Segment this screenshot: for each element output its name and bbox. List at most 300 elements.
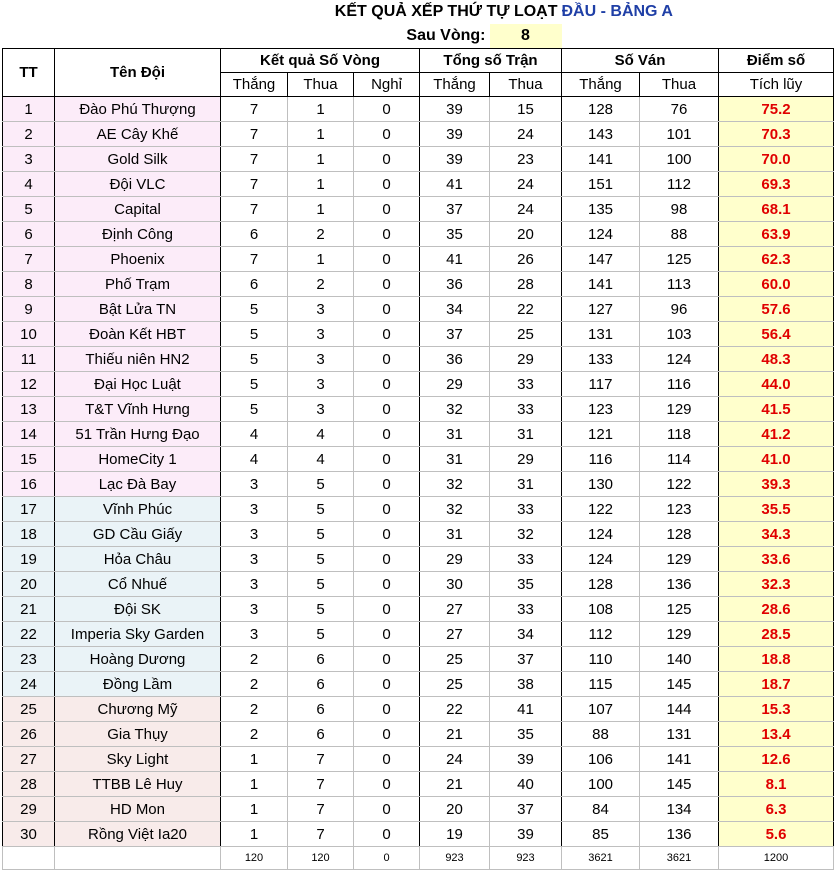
round-losses-cell: 6 — [288, 722, 354, 747]
points-cell: 33.6 — [719, 547, 834, 572]
round-wins-cell: 2 — [221, 647, 288, 672]
round-losses-cell: 5 — [288, 472, 354, 497]
round-rests-cell: 0 — [354, 397, 420, 422]
team-name-cell: Phố Trạm — [55, 272, 221, 297]
subheader-match-win: Thắng — [420, 73, 490, 97]
round-rests-cell: 0 — [354, 247, 420, 272]
points-cell: 28.5 — [719, 622, 834, 647]
round-rests-cell: 0 — [354, 572, 420, 597]
table-row — [3, 347, 834, 372]
rank-cell: 22 — [3, 622, 55, 647]
game-wins-cell: 131 — [562, 322, 640, 347]
game-losses-cell: 129 — [640, 622, 719, 647]
round-rests-cell: 0 — [354, 472, 420, 497]
match-losses-cell: 35 — [490, 722, 562, 747]
total-round-wins-cell: 120 — [221, 847, 288, 870]
round-losses-cell: 1 — [288, 172, 354, 197]
round-wins-cell: 5 — [221, 322, 288, 347]
match-wins-cell: 36 — [420, 347, 490, 372]
round-rests-cell: 0 — [354, 797, 420, 822]
game-losses-cell: 116 — [640, 372, 719, 397]
round-wins-cell: 4 — [221, 447, 288, 472]
table-row — [3, 797, 834, 822]
match-losses-cell: 34 — [490, 622, 562, 647]
table-row — [3, 822, 834, 847]
round-losses-cell: 7 — [288, 772, 354, 797]
team-name-cell: Bật Lửa TN — [55, 297, 221, 322]
game-losses-cell: 128 — [640, 522, 719, 547]
rank-cell: 27 — [3, 747, 55, 772]
points-cell: 32.3 — [719, 572, 834, 597]
match-wins-cell: 21 — [420, 772, 490, 797]
round-value: 8 — [490, 24, 562, 49]
points-cell: 41.5 — [719, 397, 834, 422]
game-losses-cell: 129 — [640, 397, 719, 422]
game-wins-cell: 112 — [562, 622, 640, 647]
match-wins-cell: 19 — [420, 822, 490, 847]
round-losses-cell: 5 — [288, 522, 354, 547]
match-wins-cell: 37 — [420, 197, 490, 222]
table-row — [3, 122, 834, 147]
game-wins-cell: 88 — [562, 722, 640, 747]
game-losses-cell: 136 — [640, 822, 719, 847]
round-losses-cell: 5 — [288, 597, 354, 622]
team-name-cell: GD Cầu Giấy — [55, 522, 221, 547]
game-losses-cell: 125 — [640, 247, 719, 272]
rank-cell: 8 — [3, 272, 55, 297]
game-wins-cell: 127 — [562, 297, 640, 322]
round-wins-cell: 3 — [221, 497, 288, 522]
game-losses-cell: 136 — [640, 572, 719, 597]
points-cell: 35.5 — [719, 497, 834, 522]
game-losses-cell: 131 — [640, 722, 719, 747]
table-row — [3, 522, 834, 547]
game-wins-cell: 133 — [562, 347, 640, 372]
round-losses-cell: 6 — [288, 647, 354, 672]
game-losses-cell: 88 — [640, 222, 719, 247]
game-wins-cell: 143 — [562, 122, 640, 147]
round-rests-cell: 0 — [354, 722, 420, 747]
game-losses-cell: 134 — [640, 797, 719, 822]
team-name-cell: Chương Mỹ — [55, 697, 221, 722]
team-name-cell: T&T Vĩnh Hưng — [55, 397, 221, 422]
team-name-cell: Capital — [55, 197, 221, 222]
match-wins-cell: 22 — [420, 697, 490, 722]
rank-cell: 30 — [3, 822, 55, 847]
round-rests-cell: 0 — [354, 597, 420, 622]
total-match-wins-cell: 923 — [420, 847, 490, 870]
game-wins-cell: 100 — [562, 772, 640, 797]
team-name-cell: Định Công — [55, 222, 221, 247]
points-cell: 60.0 — [719, 272, 834, 297]
rank-cell: 13 — [3, 397, 55, 422]
round-rests-cell: 0 — [354, 322, 420, 347]
table-row — [3, 722, 834, 747]
game-wins-cell: 124 — [562, 547, 640, 572]
round-losses-cell: 3 — [288, 397, 354, 422]
round-wins-cell: 7 — [221, 122, 288, 147]
match-wins-cell: 20 — [420, 797, 490, 822]
team-name-cell: Đội SK — [55, 597, 221, 622]
rank-cell: 11 — [3, 347, 55, 372]
game-wins-cell: 128 — [562, 572, 640, 597]
match-losses-cell: 33 — [490, 597, 562, 622]
game-losses-cell: 122 — [640, 472, 719, 497]
match-losses-cell: 20 — [490, 222, 562, 247]
match-losses-cell: 24 — [490, 197, 562, 222]
rank-cell: 12 — [3, 372, 55, 397]
match-wins-cell: 29 — [420, 372, 490, 397]
table-row — [3, 322, 834, 347]
rank-cell: 28 — [3, 772, 55, 797]
game-wins-cell: 106 — [562, 747, 640, 772]
round-losses-cell: 7 — [288, 747, 354, 772]
round-losses-cell: 5 — [288, 572, 354, 597]
round-rests-cell: 0 — [354, 147, 420, 172]
game-losses-cell: 76 — [640, 97, 719, 122]
match-wins-cell: 30 — [420, 572, 490, 597]
game-wins-cell: 135 — [562, 197, 640, 222]
points-cell: 57.6 — [719, 297, 834, 322]
match-wins-cell: 34 — [420, 297, 490, 322]
page-title: KẾT QUẢ XẾP THỨ TỰ LOẠT — [334, 3, 558, 20]
round-rests-cell: 0 — [354, 97, 420, 122]
round-losses-cell: 3 — [288, 322, 354, 347]
round-rests-cell: 0 — [354, 822, 420, 847]
table-row — [3, 222, 834, 247]
round-losses-cell: 4 — [288, 447, 354, 472]
points-cell: 63.9 — [719, 222, 834, 247]
subheader-game-loss: Thua — [640, 73, 719, 97]
match-wins-cell: 27 — [420, 622, 490, 647]
team-name-cell: HD Mon — [55, 797, 221, 822]
table-row — [3, 372, 834, 397]
round-wins-cell: 7 — [221, 147, 288, 172]
game-losses-cell: 114 — [640, 447, 719, 472]
header-tt: TT — [3, 49, 55, 97]
game-losses-cell: 125 — [640, 597, 719, 622]
match-wins-cell: 36 — [420, 272, 490, 297]
rank-cell: 6 — [3, 222, 55, 247]
round-losses-cell: 6 — [288, 672, 354, 697]
round-rests-cell: 0 — [354, 647, 420, 672]
game-losses-cell: 96 — [640, 297, 719, 322]
team-name-cell: Cổ Nhuế — [55, 572, 221, 597]
match-wins-cell: 35 — [420, 222, 490, 247]
round-wins-cell: 5 — [221, 397, 288, 422]
points-cell: 69.3 — [719, 172, 834, 197]
totals-row — [3, 847, 834, 870]
team-name-cell: Imperia Sky Garden — [55, 622, 221, 647]
game-wins-cell: 128 — [562, 97, 640, 122]
subheader-win: Thắng — [221, 73, 288, 97]
match-wins-cell: 32 — [420, 472, 490, 497]
match-wins-cell: 25 — [420, 672, 490, 697]
total-points-cell: 1200 — [719, 847, 834, 870]
round-rests-cell: 0 — [354, 447, 420, 472]
rank-cell: 5 — [3, 197, 55, 222]
points-cell: 34.3 — [719, 522, 834, 547]
match-losses-cell: 31 — [490, 422, 562, 447]
rank-cell: 26 — [3, 722, 55, 747]
total-round-losses-cell: 120 — [288, 847, 354, 870]
rank-cell: 10 — [3, 322, 55, 347]
table-row — [3, 97, 834, 122]
points-cell: 44.0 — [719, 372, 834, 397]
team-name-cell: Đội VLC — [55, 172, 221, 197]
round-rests-cell: 0 — [354, 772, 420, 797]
rank-cell: 1 — [3, 97, 55, 122]
match-losses-cell: 32 — [490, 522, 562, 547]
match-losses-cell: 37 — [490, 797, 562, 822]
round-rests-cell: 0 — [354, 522, 420, 547]
game-losses-cell: 141 — [640, 747, 719, 772]
total-match-losses-cell: 923 — [490, 847, 562, 870]
game-wins-cell: 124 — [562, 222, 640, 247]
game-losses-cell: 145 — [640, 672, 719, 697]
table-row — [3, 547, 834, 572]
match-losses-cell: 31 — [490, 472, 562, 497]
round-wins-cell: 3 — [221, 622, 288, 647]
header-row — [3, 49, 834, 73]
points-cell: 18.8 — [719, 647, 834, 672]
game-wins-cell: 123 — [562, 397, 640, 422]
round-rests-cell: 0 — [354, 672, 420, 697]
round-losses-cell: 2 — [288, 222, 354, 247]
team-name-cell: Hỏa Châu — [55, 547, 221, 572]
points-cell: 12.6 — [719, 747, 834, 772]
round-losses-cell: 7 — [288, 797, 354, 822]
match-losses-cell: 38 — [490, 672, 562, 697]
team-name-cell: TTBB Lê Huy — [55, 772, 221, 797]
round-rests-cell: 0 — [354, 122, 420, 147]
team-name-cell: Gia Thụy — [55, 722, 221, 747]
round-losses-cell: 5 — [288, 547, 354, 572]
round-wins-cell: 2 — [221, 697, 288, 722]
game-wins-cell: 107 — [562, 697, 640, 722]
round-losses-cell: 1 — [288, 247, 354, 272]
team-name-cell: 51 Trần Hưng Đạo — [55, 422, 221, 447]
game-losses-cell: 124 — [640, 347, 719, 372]
page-title-highlight: ĐẦU - BẢNG A — [561, 3, 673, 20]
game-losses-cell: 145 — [640, 772, 719, 797]
game-wins-cell: 117 — [562, 372, 640, 397]
round-losses-cell: 7 — [288, 822, 354, 847]
game-losses-cell: 129 — [640, 547, 719, 572]
rank-cell: 16 — [3, 472, 55, 497]
table-row — [3, 197, 834, 222]
match-wins-cell: 41 — [420, 247, 490, 272]
game-wins-cell: 110 — [562, 647, 640, 672]
table-row — [3, 472, 834, 497]
rank-cell: 21 — [3, 597, 55, 622]
table-row — [3, 572, 834, 597]
round-label: Sau Vòng: — [406, 27, 486, 44]
match-losses-cell: 29 — [490, 447, 562, 472]
team-name-cell: Rồng Việt Ia20 — [55, 822, 221, 847]
points-cell: 56.4 — [719, 322, 834, 347]
round-wins-cell: 3 — [221, 597, 288, 622]
team-name-cell: Đào Phú Thượng — [55, 97, 221, 122]
match-losses-cell: 26 — [490, 247, 562, 272]
match-wins-cell: 29 — [420, 547, 490, 572]
match-wins-cell: 41 — [420, 172, 490, 197]
title-row — [3, 0, 834, 24]
round-wins-cell: 6 — [221, 222, 288, 247]
round-rests-cell: 0 — [354, 222, 420, 247]
game-wins-cell: 84 — [562, 797, 640, 822]
round-wins-cell: 7 — [221, 197, 288, 222]
match-wins-cell: 24 — [420, 747, 490, 772]
round-wins-cell: 3 — [221, 522, 288, 547]
header-team: Tên Đội — [55, 49, 221, 97]
match-losses-cell: 23 — [490, 147, 562, 172]
round-losses-cell: 1 — [288, 147, 354, 172]
game-wins-cell: 147 — [562, 247, 640, 272]
match-wins-cell: 25 — [420, 647, 490, 672]
round-wins-cell: 2 — [221, 672, 288, 697]
rank-cell: 29 — [3, 797, 55, 822]
round-losses-cell: 2 — [288, 272, 354, 297]
round-wins-cell: 4 — [221, 422, 288, 447]
game-losses-cell: 98 — [640, 197, 719, 222]
round-losses-cell: 5 — [288, 622, 354, 647]
table-row — [3, 272, 834, 297]
game-losses-cell: 113 — [640, 272, 719, 297]
team-name-cell: Hoàng Dương — [55, 647, 221, 672]
match-losses-cell: 41 — [490, 697, 562, 722]
match-wins-cell: 37 — [420, 322, 490, 347]
header-round-results: Kết quả Số Vòng — [221, 49, 420, 73]
table-row — [3, 747, 834, 772]
round-wins-cell: 1 — [221, 747, 288, 772]
rank-cell: 23 — [3, 647, 55, 672]
game-wins-cell: 121 — [562, 422, 640, 447]
subheader-loss: Thua — [288, 73, 354, 97]
table-row — [3, 597, 834, 622]
points-cell: 8.1 — [719, 772, 834, 797]
points-cell: 41.0 — [719, 447, 834, 472]
rank-cell: 4 — [3, 172, 55, 197]
rank-cell: 9 — [3, 297, 55, 322]
match-losses-cell: 15 — [490, 97, 562, 122]
match-losses-cell: 37 — [490, 647, 562, 672]
match-wins-cell: 21 — [420, 722, 490, 747]
team-name-cell: Thiếu niên HN2 — [55, 347, 221, 372]
total-empty-cell — [55, 847, 221, 870]
table-row — [3, 772, 834, 797]
points-cell: 39.3 — [719, 472, 834, 497]
round-wins-cell: 1 — [221, 797, 288, 822]
game-wins-cell: 122 — [562, 497, 640, 522]
round-wins-cell: 6 — [221, 272, 288, 297]
rank-cell: 24 — [3, 672, 55, 697]
rank-cell: 17 — [3, 497, 55, 522]
rank-cell: 2 — [3, 122, 55, 147]
team-name-cell: Lạc Đà Bay — [55, 472, 221, 497]
table-row — [3, 147, 834, 172]
match-losses-cell: 40 — [490, 772, 562, 797]
points-cell: 13.4 — [719, 722, 834, 747]
round-losses-cell: 1 — [288, 97, 354, 122]
table-row — [3, 497, 834, 522]
round-losses-cell: 1 — [288, 122, 354, 147]
round-rests-cell: 0 — [354, 272, 420, 297]
round-losses-cell: 3 — [288, 372, 354, 397]
round-wins-cell: 7 — [221, 172, 288, 197]
game-wins-cell: 130 — [562, 472, 640, 497]
match-losses-cell: 35 — [490, 572, 562, 597]
match-losses-cell: 25 — [490, 322, 562, 347]
round-losses-cell: 1 — [288, 197, 354, 222]
round-rests-cell: 0 — [354, 622, 420, 647]
round-wins-cell: 7 — [221, 97, 288, 122]
table-row — [3, 397, 834, 422]
match-losses-cell: 28 — [490, 272, 562, 297]
match-wins-cell: 32 — [420, 497, 490, 522]
match-losses-cell: 33 — [490, 397, 562, 422]
round-wins-cell: 1 — [221, 822, 288, 847]
points-cell: 68.1 — [719, 197, 834, 222]
game-losses-cell: 144 — [640, 697, 719, 722]
subheader-rest: Nghỉ — [354, 73, 420, 97]
match-losses-cell: 22 — [490, 297, 562, 322]
match-wins-cell: 31 — [420, 447, 490, 472]
rank-cell: 7 — [3, 247, 55, 272]
game-losses-cell: 101 — [640, 122, 719, 147]
rank-cell: 19 — [3, 547, 55, 572]
round-wins-cell: 5 — [221, 347, 288, 372]
table-row — [3, 422, 834, 447]
total-game-losses-cell: 3621 — [640, 847, 719, 870]
header-total-matches: Tổng số Trận — [420, 49, 562, 73]
table-row — [3, 697, 834, 722]
round-row — [3, 24, 834, 49]
round-rests-cell: 0 — [354, 422, 420, 447]
points-cell: 70.3 — [719, 122, 834, 147]
subheader-game-win: Thắng — [562, 73, 640, 97]
round-losses-cell: 3 — [288, 347, 354, 372]
team-name-cell: Vĩnh Phúc — [55, 497, 221, 522]
total-game-wins-cell: 3621 — [562, 847, 640, 870]
subheader-accum: Tích lũy — [719, 73, 834, 97]
round-rests-cell: 0 — [354, 172, 420, 197]
round-rests-cell: 0 — [354, 372, 420, 397]
round-wins-cell: 3 — [221, 572, 288, 597]
round-wins-cell: 3 — [221, 547, 288, 572]
match-wins-cell: 39 — [420, 147, 490, 172]
round-wins-cell: 3 — [221, 472, 288, 497]
game-wins-cell: 108 — [562, 597, 640, 622]
points-cell: 5.6 — [719, 822, 834, 847]
game-wins-cell: 151 — [562, 172, 640, 197]
round-rests-cell: 0 — [354, 697, 420, 722]
team-name-cell: Sky Light — [55, 747, 221, 772]
match-wins-cell: 31 — [420, 522, 490, 547]
table-row — [3, 172, 834, 197]
team-name-cell: Đồng Lầm — [55, 672, 221, 697]
game-wins-cell: 115 — [562, 672, 640, 697]
table-row — [3, 647, 834, 672]
game-losses-cell: 100 — [640, 147, 719, 172]
rank-cell: 20 — [3, 572, 55, 597]
game-losses-cell: 103 — [640, 322, 719, 347]
game-losses-cell: 118 — [640, 422, 719, 447]
round-wins-cell: 5 — [221, 372, 288, 397]
points-cell: 41.2 — [719, 422, 834, 447]
match-losses-cell: 33 — [490, 547, 562, 572]
game-wins-cell: 141 — [562, 272, 640, 297]
